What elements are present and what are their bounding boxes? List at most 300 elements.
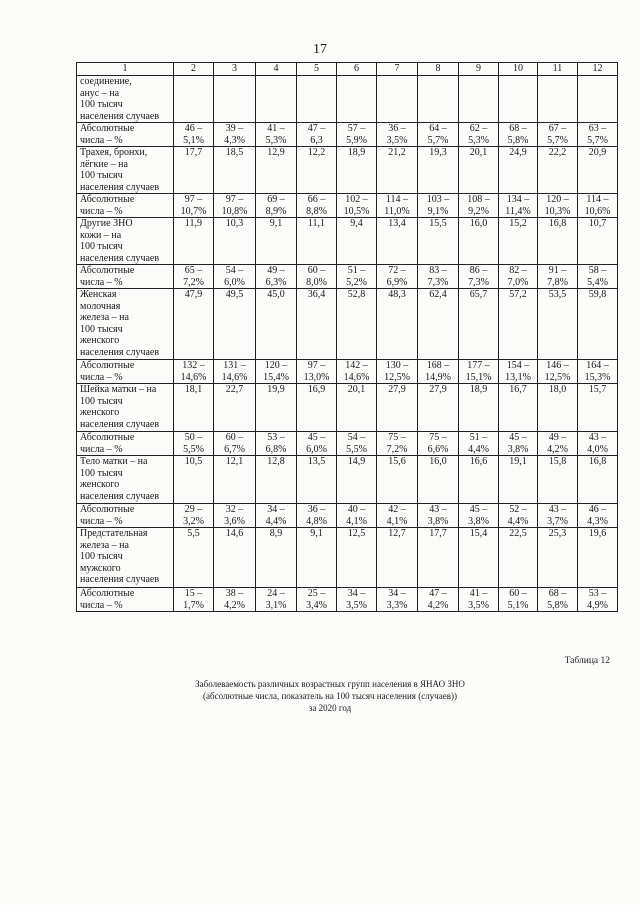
data-cell: 18,0 [538, 384, 578, 432]
column-header: 10 [499, 63, 538, 76]
row-label-line: населения случаев [80, 574, 160, 585]
cell-line: 34 – [267, 504, 285, 515]
data-cell: 17,7 [418, 528, 459, 588]
data-cell [459, 265, 499, 289]
column-header: 8 [418, 63, 459, 76]
cell-line: 97 – [184, 194, 203, 205]
row-label-line: населения случаев [80, 418, 160, 430]
row-label-line: Абсолютные [80, 588, 135, 599]
cell-line: 47 – [307, 123, 326, 134]
data-cell [377, 194, 418, 218]
data-cell: 25,3 [538, 528, 578, 588]
cell-line: 29 – [184, 504, 203, 515]
data-cell: 57,2 [499, 289, 538, 360]
data-cell [499, 76, 538, 123]
cell-line: 114 – [586, 194, 609, 205]
data-cell: 22,7 [214, 384, 256, 432]
data-cell: 21,2 [377, 147, 418, 194]
row-label-line: 100 тысяч [80, 551, 123, 562]
cell-line: 66 – [307, 194, 326, 205]
cell-line: 24 – [267, 588, 285, 599]
row-label-line: 100 тысяч [80, 467, 123, 479]
row-label [77, 123, 174, 147]
data-cell: 12,2 [297, 147, 337, 194]
cell-line: 3,1% [265, 599, 287, 611]
row-label-line: соединение, [80, 76, 132, 87]
cell-line: 4,0% [587, 443, 608, 455]
data-cell [256, 265, 297, 289]
cell-line: 4,4% [507, 515, 529, 527]
row-label-line: Женская [80, 289, 117, 300]
cell-line: 47 – [429, 588, 447, 599]
cell-line: 5,5% [346, 443, 367, 455]
row-label [77, 504, 174, 528]
row-label-line: Предстательная [80, 528, 148, 539]
cell-line: 60 – [307, 265, 326, 276]
data-cell [538, 360, 578, 384]
data-cell [256, 194, 297, 218]
data-cell: 19,9 [256, 384, 297, 432]
cell-line: 5,8% [547, 599, 568, 611]
data-cell [297, 265, 337, 289]
data-cell [214, 588, 256, 612]
data-cell [337, 76, 377, 123]
data-cell [256, 588, 297, 612]
title-line: за 2020 год [308, 703, 352, 713]
data-cell [297, 588, 337, 612]
cell-line: 3,4% [306, 599, 327, 611]
cell-line: 82 – [509, 265, 527, 276]
column-header: 4 [256, 63, 297, 76]
data-cell [578, 76, 618, 123]
data-cell [578, 265, 618, 289]
row-label-line: числа – % [80, 205, 123, 217]
data-cell [578, 123, 618, 147]
data-cell [377, 588, 418, 612]
data-cell [337, 588, 377, 612]
cell-line: 60 – [225, 432, 244, 443]
data-cell [418, 194, 459, 218]
data-cell: 8,9 [256, 528, 297, 588]
cell-line: 3,3% [386, 599, 408, 611]
row-label-line: числа – % [80, 599, 123, 611]
data-cell [459, 432, 499, 456]
cell-line: 3,8% [468, 515, 489, 527]
cell-line: 49 – [267, 265, 285, 276]
data-cell [297, 432, 337, 456]
cell-line: 72 – [388, 265, 406, 276]
cell-line: 114 – [385, 194, 409, 205]
data-cell: 15,8 [538, 456, 578, 504]
data-cell: 48,3 [377, 289, 418, 360]
data-cell [337, 432, 377, 456]
table-row [77, 265, 618, 289]
data-cell [459, 123, 499, 147]
column-header: 5 [297, 63, 337, 76]
cell-line: 60 – [509, 588, 527, 599]
data-cell [337, 123, 377, 147]
cell-line: 38 – [225, 588, 244, 599]
row-label-line: женского [80, 407, 120, 418]
row-label-line: анус – на [80, 87, 120, 99]
row-label-line: 100 тысяч [80, 323, 123, 335]
data-cell [174, 432, 214, 456]
data-cell: 11,1 [297, 218, 337, 265]
table-row [77, 218, 618, 265]
data-cell: 36,4 [297, 289, 337, 360]
row-label-line: населения случаев [80, 181, 160, 193]
table-row [77, 504, 618, 528]
data-cell [337, 265, 377, 289]
data-cell [499, 588, 538, 612]
cell-line: 4,3% [224, 134, 245, 146]
cell-line: 120 – [546, 194, 569, 205]
cell-line: 53 – [267, 432, 285, 443]
table-row [77, 384, 618, 432]
row-label-line: железа – на [80, 312, 129, 323]
data-cell [377, 432, 418, 456]
cell-line: 34 – [388, 588, 406, 599]
cell-line: 68 – [509, 123, 527, 134]
cell-line: 45 – [307, 432, 326, 443]
cell-line: 3,6% [224, 515, 245, 527]
row-label-line: 100 тысяч [80, 99, 123, 110]
data-cell [214, 123, 256, 147]
cell-line: 10,3% [544, 205, 571, 217]
data-cell [174, 360, 214, 384]
cell-line: 7,0% [507, 276, 529, 288]
table-row [77, 360, 618, 384]
data-cell: 22,2 [538, 147, 578, 194]
row-label-line: населения случаев [80, 346, 160, 358]
cell-line: 6,6% [427, 443, 449, 455]
cell-line: 46 – [184, 123, 203, 134]
cell-line: 7,3% [468, 276, 489, 288]
cell-line: 67 – [548, 123, 567, 134]
row-label [77, 588, 174, 612]
data-cell [578, 432, 618, 456]
row-label-line: населения случаев [80, 490, 160, 502]
cell-line: 10,6% [584, 205, 611, 217]
data-cell [297, 360, 337, 384]
cell-line: 49 – [548, 432, 567, 443]
data-cell [538, 76, 578, 123]
cell-line: 3,8% [507, 443, 529, 455]
row-label [77, 384, 174, 432]
data-cell: 15,2 [499, 218, 538, 265]
data-cell [538, 265, 578, 289]
data-cell [499, 432, 538, 456]
cell-line: 5,8% [507, 134, 529, 146]
data-cell: 15,4 [459, 528, 499, 588]
row-label-line: числа – % [80, 276, 123, 288]
cell-line: 45 – [469, 504, 488, 515]
row-label-line: Трахея, бронхи, [80, 147, 148, 158]
data-cell: 9,1 [297, 528, 337, 588]
cell-line: 10,5% [343, 205, 370, 217]
data-cell [538, 432, 578, 456]
table-row [77, 76, 618, 123]
data-cell: 5,5 [174, 528, 214, 588]
data-cell: 15,6 [377, 456, 418, 504]
cell-line: 36 – [307, 504, 326, 515]
data-cell: 12,1 [214, 456, 256, 504]
data-cell [214, 194, 256, 218]
data-cell: 16,8 [538, 218, 578, 265]
data-cell: 10,5 [174, 456, 214, 504]
row-label-line: числа – % [80, 443, 123, 455]
data-cell: 20,1 [459, 147, 499, 194]
data-cell [297, 123, 337, 147]
table-row [77, 289, 618, 360]
cell-line: 10,8% [221, 205, 248, 217]
cell-line: 69 – [267, 194, 285, 205]
cell-line: 3,5% [468, 599, 489, 611]
row-label-line: кожи – на [80, 229, 122, 241]
data-cell [174, 76, 214, 123]
cell-line: 3,8% [427, 515, 449, 527]
cell-line: 6,3% [265, 276, 287, 288]
cell-line: 142 – [345, 360, 368, 371]
cell-line: 97 – [307, 360, 326, 371]
row-label-line: лёгкие – на [80, 158, 128, 170]
cell-line: 6,0% [306, 443, 327, 455]
column-header: 12 [578, 63, 618, 76]
row-label [77, 456, 174, 504]
cell-line: 43 – [588, 432, 607, 443]
column-header: 3 [214, 63, 256, 76]
data-cell [418, 432, 459, 456]
data-cell [214, 265, 256, 289]
data-cell [377, 265, 418, 289]
data-cell [418, 265, 459, 289]
page-number: 17 [313, 42, 327, 57]
data-cell: 20,9 [578, 147, 618, 194]
data-cell [297, 504, 337, 528]
data-cell: 19,3 [418, 147, 459, 194]
data-cell [377, 123, 418, 147]
cell-line: 5,7% [427, 134, 449, 146]
data-cell [256, 360, 297, 384]
data-cell: 14,9 [337, 456, 377, 504]
cell-line: 4,2% [427, 599, 449, 611]
data-cell [499, 194, 538, 218]
table-caption: Таблица 12 [564, 656, 610, 666]
cell-line: 43 – [548, 504, 567, 515]
cell-line: 120 – [264, 360, 288, 371]
cell-line: 3,2% [183, 515, 204, 527]
row-label-line: женского [80, 479, 120, 490]
data-cell: 22,5 [499, 528, 538, 588]
column-header: 6 [337, 63, 377, 76]
cell-line: 58 – [588, 265, 607, 276]
data-cell [459, 588, 499, 612]
cell-line: 6,8% [265, 443, 287, 455]
table-title [150, 678, 510, 714]
data-cell: 12,8 [256, 456, 297, 504]
data-cell [377, 76, 418, 123]
cell-line: 11,4% [505, 205, 531, 217]
row-label-line: Абсолютные [80, 265, 135, 276]
data-cell [538, 588, 578, 612]
cell-line: 131 – [223, 360, 246, 371]
data-cell: 16,8 [578, 456, 618, 504]
data-cell: 65,7 [459, 289, 499, 360]
data-cell: 49,5 [214, 289, 256, 360]
data-cell [256, 123, 297, 147]
table-row [77, 456, 618, 504]
cell-line: 14,6% [180, 371, 207, 383]
cell-line: 63 – [588, 123, 607, 134]
data-cell [418, 504, 459, 528]
data-cell: 45,0 [256, 289, 297, 360]
data-cell: 27,9 [418, 384, 459, 432]
column-header: 2 [174, 63, 214, 76]
cell-line: 5,5% [183, 443, 204, 455]
cell-line: 8,0% [306, 276, 327, 288]
data-cell [459, 194, 499, 218]
cell-line: 103 – [426, 194, 450, 205]
data-cell: 17,7 [174, 147, 214, 194]
table-row [77, 528, 618, 588]
cell-line: 1,7% [183, 599, 204, 611]
cell-line: 65 – [184, 265, 203, 276]
cell-line: 45 – [509, 432, 527, 443]
row-label-line: мужского [80, 562, 121, 574]
data-cell: 13,5 [297, 456, 337, 504]
cell-line: 15,1% [465, 371, 492, 383]
cell-line: 75 – [429, 432, 447, 443]
data-cell: 12,5 [337, 528, 377, 588]
cell-line: 15,4% [263, 371, 289, 383]
cell-line: 4,3% [587, 515, 608, 527]
cell-line: 8,8% [306, 205, 327, 217]
cell-line: 53 – [588, 588, 607, 599]
cell-line: 42 – [388, 504, 406, 515]
cell-line: 3,5% [386, 134, 408, 146]
cell-line: 13,0% [303, 371, 330, 383]
data-cell: 13,4 [377, 218, 418, 265]
column-header: 9 [459, 63, 499, 76]
data-cell: 12,9 [256, 147, 297, 194]
cell-line: 7,8% [547, 276, 568, 288]
cell-line: 51 – [469, 432, 488, 443]
data-cell [174, 265, 214, 289]
data-cell: 9,4 [337, 218, 377, 265]
cell-line: 146 – [546, 360, 569, 371]
row-label-line: Тело матки – на [80, 456, 148, 467]
data-cell: 24,9 [499, 147, 538, 194]
cell-line: 4,1% [386, 515, 408, 527]
cell-line: 108 – [467, 194, 490, 205]
data-cell [174, 504, 214, 528]
row-label-line: железа – на [80, 539, 129, 551]
data-cell [418, 360, 459, 384]
cell-line: 14,9% [425, 371, 451, 383]
row-label-line: Абсолютные [80, 504, 135, 515]
row-label-line: числа – % [80, 515, 123, 527]
cell-line: 25 – [307, 588, 326, 599]
cell-line: 13,1% [505, 371, 531, 383]
row-label-line: Абсолютные [80, 123, 135, 134]
cell-line: 34 – [347, 588, 366, 599]
cell-line: 51 – [347, 265, 366, 276]
data-cell [337, 194, 377, 218]
cell-line: 91 – [548, 265, 567, 276]
data-cell [538, 194, 578, 218]
cell-line: 132 – [182, 360, 205, 371]
data-cell [459, 76, 499, 123]
table-row [77, 123, 618, 147]
data-cell: 18,5 [214, 147, 256, 194]
cell-line: 39 – [225, 123, 244, 134]
data-cell: 16,0 [459, 218, 499, 265]
data-cell [499, 265, 538, 289]
cell-line: 41 – [267, 123, 285, 134]
column-header: 11 [538, 63, 578, 76]
cell-line: 7,2% [386, 443, 408, 455]
column-header: 7 [377, 63, 418, 76]
row-label-line: Абсолютные [80, 360, 135, 371]
cell-line: 4,9% [587, 599, 608, 611]
data-cell [578, 360, 618, 384]
data-cell: 53,5 [538, 289, 578, 360]
cell-line: 36 – [388, 123, 406, 134]
cell-line: 86 – [469, 265, 488, 276]
cell-line: 75 – [388, 432, 406, 443]
data-cell [256, 76, 297, 123]
cell-line: 4,2% [547, 443, 568, 455]
cell-line: 7,2% [183, 276, 204, 288]
cell-line: 154 – [506, 360, 530, 371]
table-row [77, 194, 618, 218]
row-label-line: населения случаев [80, 252, 160, 264]
data-cell: 16,7 [499, 384, 538, 432]
row-label [77, 360, 174, 384]
data-cell [459, 360, 499, 384]
cell-line: 41 – [469, 588, 488, 599]
row-label [77, 76, 174, 123]
row-label-line: молочная [80, 300, 121, 312]
cell-line: 32 – [225, 504, 244, 515]
data-cell: 10,7 [578, 218, 618, 265]
cell-line: 4,4% [468, 443, 489, 455]
data-cell [297, 76, 337, 123]
cell-line: 12,5% [544, 371, 571, 383]
table-row [77, 432, 618, 456]
cell-line: 11,0% [384, 205, 410, 217]
cell-line: 40 – [347, 504, 366, 515]
data-cell [418, 123, 459, 147]
data-cell [499, 123, 538, 147]
cell-line: 5,1% [507, 599, 529, 611]
cell-line: 5,1% [183, 134, 204, 146]
data-cell: 16,0 [418, 456, 459, 504]
cell-line: 6,0% [224, 276, 245, 288]
cell-line: 5,7% [587, 134, 608, 146]
data-cell: 15,7 [578, 384, 618, 432]
cell-line: 4,1% [346, 515, 367, 527]
data-cell [459, 504, 499, 528]
data-cell [578, 504, 618, 528]
title-line: Заболеваемость различных возрастных групп населения в ЯНАО ЗНО [195, 679, 465, 689]
cell-line: 5,3% [265, 134, 287, 146]
data-cell: 15,5 [418, 218, 459, 265]
data-cell: 20,1 [337, 384, 377, 432]
cell-line: 9,2% [468, 205, 489, 217]
data-cell [337, 360, 377, 384]
cell-line: 8,9% [265, 205, 287, 217]
